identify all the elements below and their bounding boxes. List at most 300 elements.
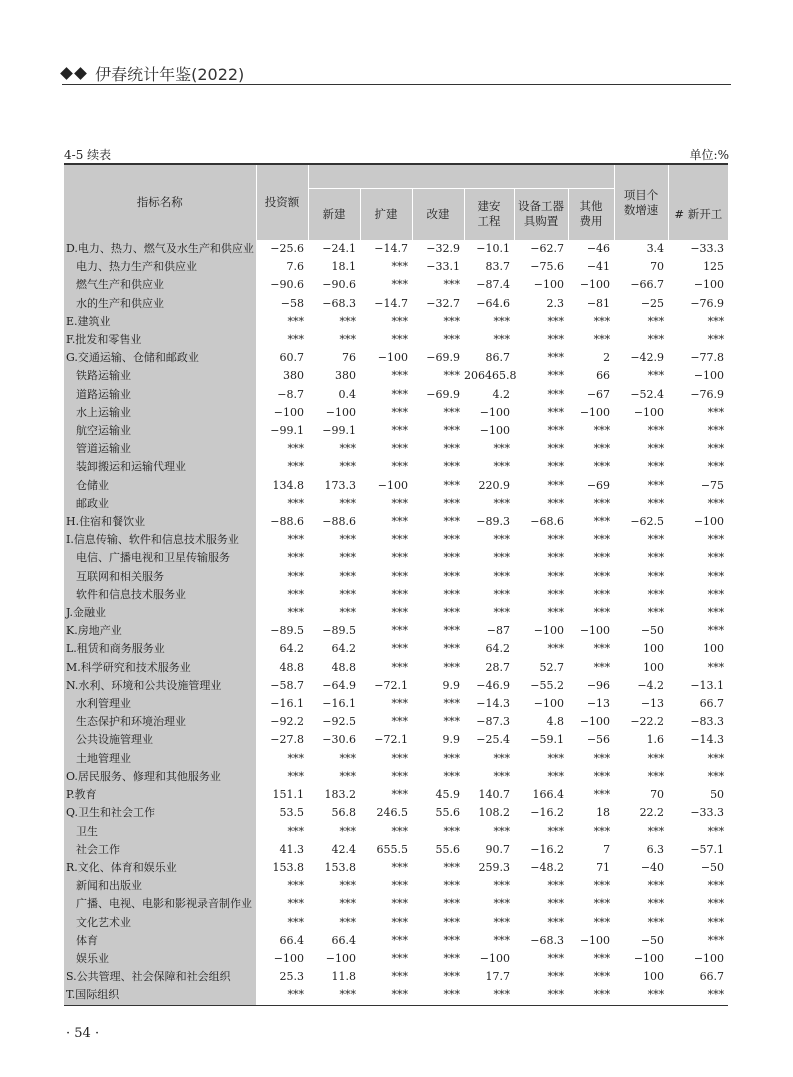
value-cell: 64.2 (279, 642, 304, 656)
col-equip: 设备工器具购置 (514, 188, 568, 240)
value-cell: *** (339, 897, 356, 911)
value-cell: −100 (479, 951, 510, 965)
row-label: 互联网和相关服务 (64, 568, 256, 586)
value-cell: −50 (640, 624, 665, 638)
value-cell: *** (391, 788, 408, 802)
value-cell: −90.6 (322, 278, 356, 292)
value-cell: *** (593, 642, 611, 656)
value-cell: −33.1 (426, 260, 460, 274)
value-cell: *** (391, 278, 408, 292)
value-cell: *** (287, 606, 304, 620)
value-cell: *** (647, 551, 665, 565)
value-cell: *** (391, 970, 408, 984)
table-row (64, 531, 728, 549)
value-cell: −99.1 (322, 424, 356, 438)
value-cell: *** (287, 333, 304, 347)
value-cell: 380 (335, 369, 356, 383)
value-cell: *** (547, 405, 564, 419)
value-cell: *** (547, 569, 564, 583)
value-cell: −25.6 (270, 242, 304, 255)
value-cell: *** (493, 915, 510, 929)
value-cell: 86.7 (485, 351, 510, 365)
value-cell: 183.2 (324, 788, 356, 802)
value-cell: −100 (479, 424, 510, 438)
value-cell: 7 (603, 842, 611, 856)
value-cell: 48.8 (331, 660, 356, 674)
value-cell: −99.1 (270, 424, 304, 438)
value-cell: −72.1 (374, 678, 408, 692)
value-cell: *** (668, 986, 728, 1005)
row-label: 水的生产和供应业 (64, 295, 256, 313)
value-cell: *** (391, 533, 408, 547)
value-cell: *** (647, 606, 665, 620)
value-cell: 9.9 (442, 678, 460, 692)
value-cell: 4.2 (492, 387, 510, 401)
value-cell: 48.8 (279, 660, 304, 674)
value-cell: 134.8 (272, 478, 304, 492)
value-cell: 11.8 (331, 970, 356, 984)
value-cell: *** (547, 387, 564, 401)
value-cell: *** (514, 986, 568, 1005)
value-cell: *** (391, 915, 408, 929)
value-cell: *** (443, 951, 460, 965)
value-cell: *** (647, 824, 665, 838)
value-cell: −100 (377, 478, 408, 492)
table-row (64, 750, 728, 768)
value-cell: *** (287, 551, 304, 565)
value-cell: 52.7 (539, 660, 564, 674)
value-cell: *** (443, 424, 460, 438)
row-label: E.建筑业 (64, 313, 256, 331)
value-cell: −16.2 (530, 806, 564, 820)
row-label: 电信、广播电视和卫星传输服务 (64, 549, 256, 567)
value-cell: *** (707, 442, 725, 456)
row-label: T.国际组织 (64, 986, 256, 1005)
yearbook-title: 伊春统计年鉴(2022) (95, 65, 245, 84)
value-cell: *** (287, 915, 304, 929)
value-cell: −58 (280, 296, 304, 310)
value-cell: −76.9 (690, 387, 725, 401)
value-cell: *** (647, 533, 665, 547)
value-cell: *** (287, 533, 304, 547)
value-cell: −62.5 (630, 515, 665, 529)
value-cell: −32.7 (426, 296, 460, 310)
table-row (64, 295, 728, 313)
value-cell: *** (339, 769, 356, 783)
value-cell: *** (391, 860, 408, 874)
table-row (64, 495, 728, 513)
value-cell: −100 (693, 369, 725, 383)
row-label: L.租赁和商务服务业 (64, 640, 256, 658)
value-cell: *** (493, 769, 510, 783)
value-cell: *** (647, 333, 665, 347)
value-cell: 153.8 (272, 860, 304, 874)
value-cell: *** (339, 879, 356, 893)
value-cell: *** (443, 769, 460, 783)
table-row (64, 422, 728, 440)
value-cell: −100 (533, 278, 564, 292)
value-cell: −92.5 (322, 715, 356, 729)
value-cell: *** (547, 369, 564, 383)
value-cell: *** (707, 897, 725, 911)
running-header (62, 62, 244, 85)
value-cell: 55.6 (435, 842, 460, 856)
value-cell: −64.6 (476, 296, 510, 310)
value-cell: *** (443, 278, 460, 292)
value-cell: −24.1 (322, 242, 356, 255)
value-cell: *** (547, 478, 564, 492)
value-cell: 6.3 (646, 842, 665, 856)
table-row (64, 404, 728, 422)
col-other: 其他费用 (568, 188, 614, 240)
value-cell: *** (443, 369, 460, 383)
value-cell: *** (464, 986, 514, 1005)
col-expand: 扩建 (360, 188, 412, 240)
value-cell: *** (547, 496, 564, 510)
value-cell: *** (443, 933, 460, 947)
value-cell: *** (647, 769, 665, 783)
value-cell: *** (547, 751, 564, 765)
table-row (64, 804, 728, 822)
table-row (64, 458, 728, 476)
table-row (64, 349, 728, 367)
row-label: 道路运输业 (64, 386, 256, 404)
value-cell: *** (647, 915, 665, 929)
value-cell: *** (339, 496, 356, 510)
value-cell: 153.8 (324, 860, 356, 874)
table-row (64, 331, 728, 349)
value-cell: −52.4 (630, 387, 665, 401)
value-cell: *** (707, 551, 725, 565)
table-row (64, 586, 728, 604)
row-label: 生态保护和环境治理业 (64, 713, 256, 731)
value-cell: −25 (640, 296, 665, 310)
value-cell: *** (287, 442, 304, 456)
value-cell: *** (443, 715, 460, 729)
value-cell: *** (443, 642, 460, 656)
value-cell: *** (391, 951, 408, 965)
row-label: N.水利、环境和公共设施管理业 (64, 677, 256, 695)
value-cell: −72.1 (374, 733, 408, 747)
table-row (64, 695, 728, 713)
value-cell: −100 (579, 278, 611, 292)
value-cell: *** (547, 587, 564, 601)
diamond-icon (74, 67, 87, 80)
value-cell: 56.8 (331, 806, 356, 820)
table-row (64, 386, 728, 404)
value-cell: *** (391, 387, 408, 401)
value-cell: *** (593, 442, 611, 456)
value-cell: *** (707, 751, 725, 765)
value-cell: 66.4 (279, 933, 304, 947)
col-invest: 投资额 (256, 164, 308, 240)
diamond-icon (60, 67, 73, 80)
value-cell: *** (547, 951, 564, 965)
value-cell: −14.7 (374, 242, 408, 255)
table-row (64, 549, 728, 567)
value-cell: *** (443, 496, 460, 510)
value-cell: *** (647, 496, 665, 510)
value-cell: *** (593, 551, 611, 565)
value-cell: *** (443, 478, 460, 492)
value-cell: −42.9 (630, 351, 665, 365)
value-cell: *** (593, 333, 611, 347)
value-cell: *** (707, 915, 725, 929)
value-cell: 71 (596, 860, 611, 874)
value-cell: *** (443, 460, 460, 474)
value-cell: −100 (325, 405, 356, 419)
table-row (64, 240, 728, 258)
row-label: M.科学研究和技术服务业 (64, 659, 256, 677)
value-cell: −16.2 (530, 842, 564, 856)
value-cell: −32.9 (426, 242, 460, 255)
value-cell: *** (493, 442, 510, 456)
row-label: 燃气生产和供应业 (64, 276, 256, 294)
value-cell: *** (412, 986, 464, 1005)
unit-label: 单位:% (689, 148, 729, 162)
value-cell: *** (547, 879, 564, 893)
value-cell: *** (593, 424, 611, 438)
value-cell: *** (493, 460, 510, 474)
value-cell: *** (593, 751, 611, 765)
value-cell: *** (391, 897, 408, 911)
value-cell: *** (391, 769, 408, 783)
value-cell: *** (287, 496, 304, 510)
value-cell: *** (593, 569, 611, 583)
value-cell: *** (339, 915, 356, 929)
value-cell: 2 (603, 351, 611, 365)
value-cell: *** (593, 515, 611, 529)
value-cell: *** (443, 860, 460, 874)
value-cell: *** (493, 606, 510, 620)
value-cell: *** (391, 496, 408, 510)
value-cell: 64.2 (485, 642, 510, 656)
value-cell: 55.6 (435, 806, 460, 820)
value-cell: −68.3 (530, 933, 564, 947)
value-cell: *** (593, 533, 611, 547)
row-label: 电力、热力生产和供应业 (64, 258, 256, 276)
value-cell: *** (493, 824, 510, 838)
value-cell: *** (287, 314, 304, 328)
row-label: O.居民服务、修理和其他服务业 (64, 768, 256, 786)
value-cell: −58.7 (270, 678, 304, 692)
value-cell: *** (287, 824, 304, 838)
value-cell: *** (493, 533, 510, 547)
value-cell: *** (339, 606, 356, 620)
value-cell: 125 (703, 260, 725, 274)
value-cell: −13 (586, 697, 611, 711)
value-cell: 50 (710, 788, 725, 802)
value-cell: −25.4 (476, 733, 510, 747)
value-cell: *** (593, 788, 611, 802)
value-cell: *** (391, 697, 408, 711)
value-cell: 0.4 (338, 387, 356, 401)
value-cell: *** (707, 533, 725, 547)
value-cell: *** (391, 624, 408, 638)
value-cell: 45.9 (435, 788, 460, 802)
value-cell: *** (391, 333, 408, 347)
value-cell: 4.8 (546, 715, 564, 729)
value-cell: −89.5 (270, 624, 304, 638)
value-cell: −100 (579, 933, 611, 947)
table-row (64, 677, 728, 695)
value-cell: *** (547, 642, 564, 656)
value-cell: −27.8 (270, 733, 304, 747)
value-cell: *** (339, 551, 356, 565)
value-cell: −100 (579, 405, 611, 419)
value-cell: *** (707, 333, 725, 347)
value-cell: 22.2 (639, 806, 665, 820)
value-cell: −100 (579, 715, 611, 729)
value-cell: 90.7 (485, 842, 510, 856)
value-cell: *** (443, 587, 460, 601)
value-cell: −67 (586, 387, 611, 401)
table-row (64, 731, 728, 749)
value-cell: *** (493, 496, 510, 510)
value-cell: 100 (643, 660, 665, 674)
value-cell: *** (547, 333, 564, 347)
row-label: 管道运输业 (64, 440, 256, 458)
value-cell: −59.1 (530, 733, 564, 747)
table-row (64, 604, 728, 622)
value-cell: *** (647, 569, 665, 583)
value-cell: 380 (283, 369, 304, 383)
value-cell: *** (647, 369, 665, 383)
value-cell: 9.9 (442, 733, 460, 747)
value-cell: 28.7 (485, 660, 510, 674)
row-label: 新闻和出版业 (64, 877, 256, 895)
value-cell: *** (707, 624, 725, 638)
value-cell: *** (391, 879, 408, 893)
value-cell: −50 (640, 933, 665, 947)
value-cell: *** (443, 405, 460, 419)
table-row (64, 513, 728, 531)
value-cell: −68.3 (322, 296, 356, 310)
value-cell: −56 (586, 733, 611, 747)
value-cell: *** (391, 824, 408, 838)
value-cell: *** (707, 879, 725, 893)
value-cell: *** (287, 587, 304, 601)
value-cell: *** (593, 915, 611, 929)
row-label: 体育 (64, 932, 256, 950)
value-cell: *** (443, 569, 460, 583)
value-cell: −100 (273, 951, 304, 965)
table-label: 4-5 续表 (64, 148, 112, 162)
table-row (64, 786, 728, 804)
value-cell: 2.3 (546, 296, 564, 310)
value-cell: 18.1 (331, 260, 356, 274)
row-label: 航空运输业 (64, 422, 256, 440)
row-label: F.批发和零售业 (64, 331, 256, 349)
value-cell: *** (593, 460, 611, 474)
value-cell: *** (707, 660, 725, 674)
value-cell: −87 (486, 624, 510, 638)
value-cell: *** (443, 606, 460, 620)
value-cell: −55.2 (530, 678, 564, 692)
row-label: 文化艺术业 (64, 914, 256, 932)
value-cell: *** (391, 515, 408, 529)
value-cell: *** (593, 824, 611, 838)
value-cell: *** (287, 460, 304, 474)
value-cell: *** (391, 660, 408, 674)
value-cell: *** (707, 405, 725, 419)
value-cell: −75 (700, 478, 725, 492)
value-cell: *** (391, 587, 408, 601)
value-cell: *** (547, 915, 564, 929)
row-label: K.房地产业 (64, 622, 256, 640)
investment-growth-table (64, 163, 728, 1006)
value-cell: *** (391, 260, 408, 274)
table-row (64, 313, 728, 331)
value-cell: 66.7 (699, 697, 725, 711)
value-cell: −89.5 (322, 624, 356, 638)
value-cell: 83.7 (485, 260, 510, 274)
value-cell: −100 (693, 951, 725, 965)
col-proj: 项目个数增速 (614, 164, 668, 240)
value-cell: *** (647, 478, 665, 492)
row-label: G.交通运输、仓储和邮政业 (64, 349, 256, 367)
value-cell: −68.6 (530, 515, 564, 529)
table-row (64, 622, 728, 640)
value-cell: *** (443, 897, 460, 911)
value-cell: −100 (579, 624, 611, 638)
value-cell: 41.3 (279, 842, 304, 856)
value-cell: *** (339, 824, 356, 838)
value-cell: *** (391, 642, 408, 656)
value-cell: −33.3 (690, 806, 725, 820)
table-row (64, 276, 728, 294)
col-new: 新建 (308, 188, 360, 240)
value-cell: −30.6 (322, 733, 356, 747)
value-cell: 655.5 (376, 842, 408, 856)
value-cell: *** (256, 986, 308, 1005)
value-cell: *** (391, 569, 408, 583)
value-cell: −69 (586, 478, 611, 492)
value-cell: 64.2 (331, 642, 356, 656)
value-cell: *** (707, 569, 725, 583)
row-label: 铁路运输业 (64, 367, 256, 385)
value-cell: *** (443, 515, 460, 529)
value-cell: *** (493, 897, 510, 911)
row-label: Q.卫生和社会工作 (64, 804, 256, 822)
value-cell: *** (391, 369, 408, 383)
value-cell: −100 (633, 951, 665, 965)
table-row (64, 367, 728, 385)
value-cell: *** (339, 333, 356, 347)
value-cell: *** (339, 314, 356, 328)
value-cell: −77.8 (690, 351, 725, 365)
value-cell: 151.1 (272, 788, 304, 802)
value-cell: 100 (643, 642, 665, 656)
value-cell: *** (391, 933, 408, 947)
value-cell: *** (547, 824, 564, 838)
table-row (64, 477, 728, 495)
table-row (64, 659, 728, 677)
value-cell: *** (593, 970, 611, 984)
value-cell: *** (493, 333, 510, 347)
row-label: H.住宿和餐饮业 (64, 513, 256, 531)
row-label: J.金融业 (64, 604, 256, 622)
value-cell: −16.1 (322, 697, 356, 711)
value-cell: 108.2 (478, 806, 510, 820)
row-label: 仓储业 (64, 477, 256, 495)
value-cell: *** (443, 660, 460, 674)
row-label: 公共设施管理业 (64, 731, 256, 749)
value-cell: *** (547, 351, 564, 365)
table-row (64, 932, 728, 950)
value-cell: *** (614, 986, 668, 1005)
row-label: 软件和信息技术服务业 (64, 586, 256, 604)
